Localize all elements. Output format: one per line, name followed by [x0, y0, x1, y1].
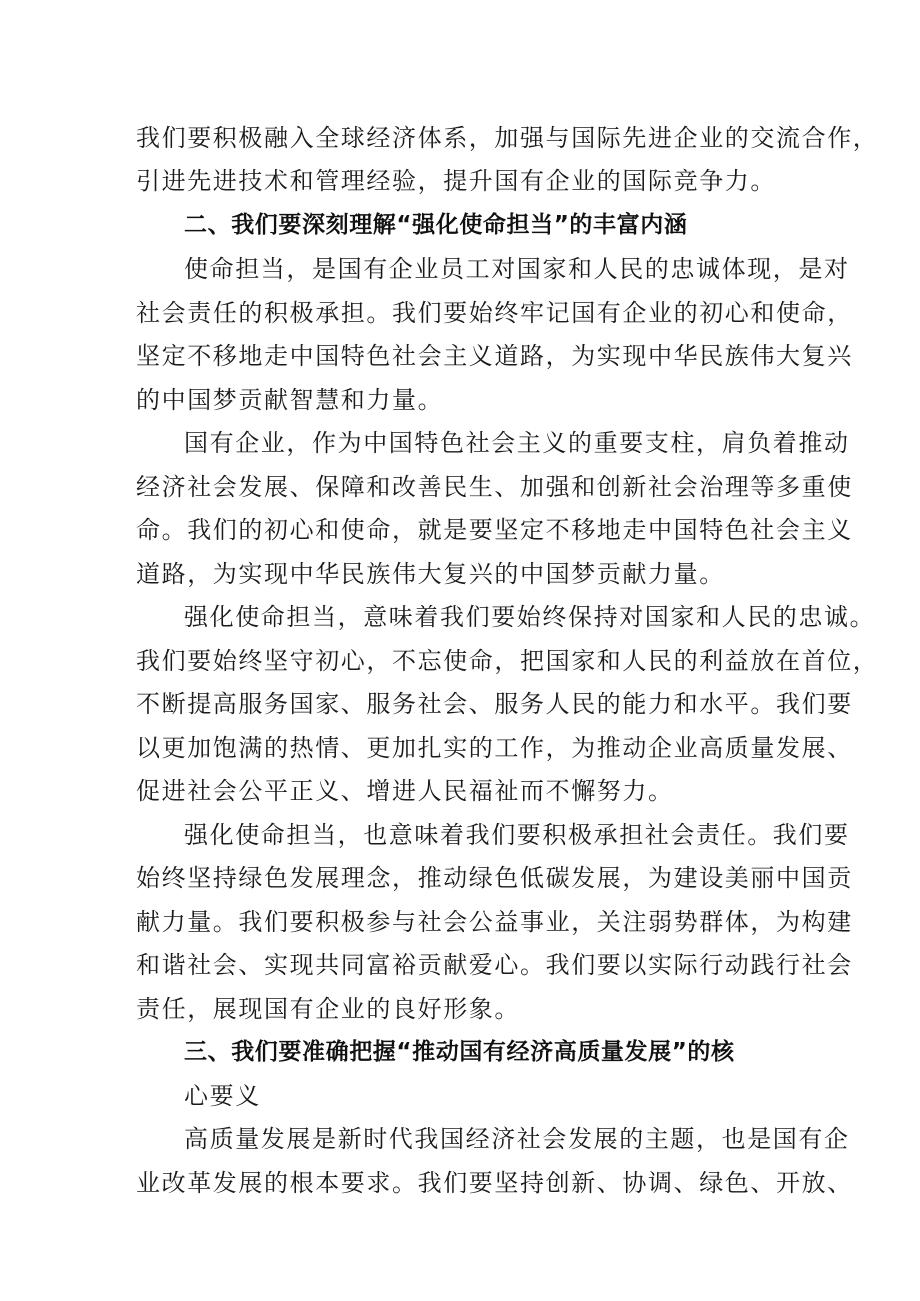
section-heading: 三、我们要准确把握“推动国有经济高质量发展”的核	[184, 1039, 735, 1065]
text-line: 强化使命担当，意味着我们要始终保持对国家和人民的忠诚。	[184, 603, 876, 631]
section-heading-continuation: 心要义	[184, 1082, 261, 1110]
section-heading: 二、我们要深刻理解“强化使命担当”的丰富内涵	[184, 212, 688, 238]
text-line: 我们要积极融入全球经济体系，加强与国际先进企业的交流合作，	[136, 124, 879, 152]
text-line: 使命担当，是国有企业员工对国家和人民的忠诚体现，是对	[184, 255, 850, 283]
text-line: 引进先进技术和管理经验，提升国有企业的国际竞争力。	[136, 167, 776, 195]
text-line: 不断提高服务国家、服务社会、服务人民的能力和水平。我们要	[136, 690, 853, 718]
text-line: 命。我们的初心和使命，就是要坚定不移地走中国特色社会主义	[136, 516, 853, 544]
text-line: 和谐社会、实现共同富裕贡献爱心。我们要以实际行动践行社会	[136, 951, 853, 979]
text-line: 献力量。我们要积极参与社会公益事业，关注弱势群体，为构建	[136, 908, 853, 936]
text-line: 高质量发展是新时代我国经济社会发展的主题，也是国有企	[184, 1125, 850, 1153]
text-line: 坚定不移地走中国特色社会主义道路，为实现中华民族伟大复兴	[136, 342, 853, 370]
text-line: 经济社会发展、保障和改善民生、加强和创新社会治理等多重使	[136, 473, 853, 501]
text-line: 强化使命担当，也意味着我们要积极承担社会责任。我们要	[184, 821, 850, 849]
text-line: 以更加饱满的热情、更加扎实的工作，为推动企业高质量发展、	[136, 734, 853, 762]
text-line: 的中国梦贡献智慧和力量。	[136, 386, 444, 414]
text-line: 国有企业，作为中国特色社会主义的重要支柱，肩负着推动	[184, 429, 850, 457]
text-line: 责任，展现国有企业的良好形象。	[136, 995, 520, 1023]
text-line: 促进社会公平正义、增进人民福祉而不懈努力。	[136, 777, 674, 805]
text-line: 社会责任的积极承担。我们要始终牢记国有企业的初心和使命，	[136, 299, 853, 327]
text-line: 始终坚持绿色发展理念，推动绿色低碳发展，为建设美丽中国贡	[136, 864, 853, 892]
text-line: 业改革发展的根本要求。我们要坚持创新、协调、绿色、开放、	[136, 1169, 853, 1197]
text-line: 我们要始终坚守初心，不忘使命，把国家和人民的利益放在首位，	[136, 647, 879, 675]
text-line: 道路，为实现中华民族伟大复兴的中国梦贡献力量。	[136, 560, 725, 588]
